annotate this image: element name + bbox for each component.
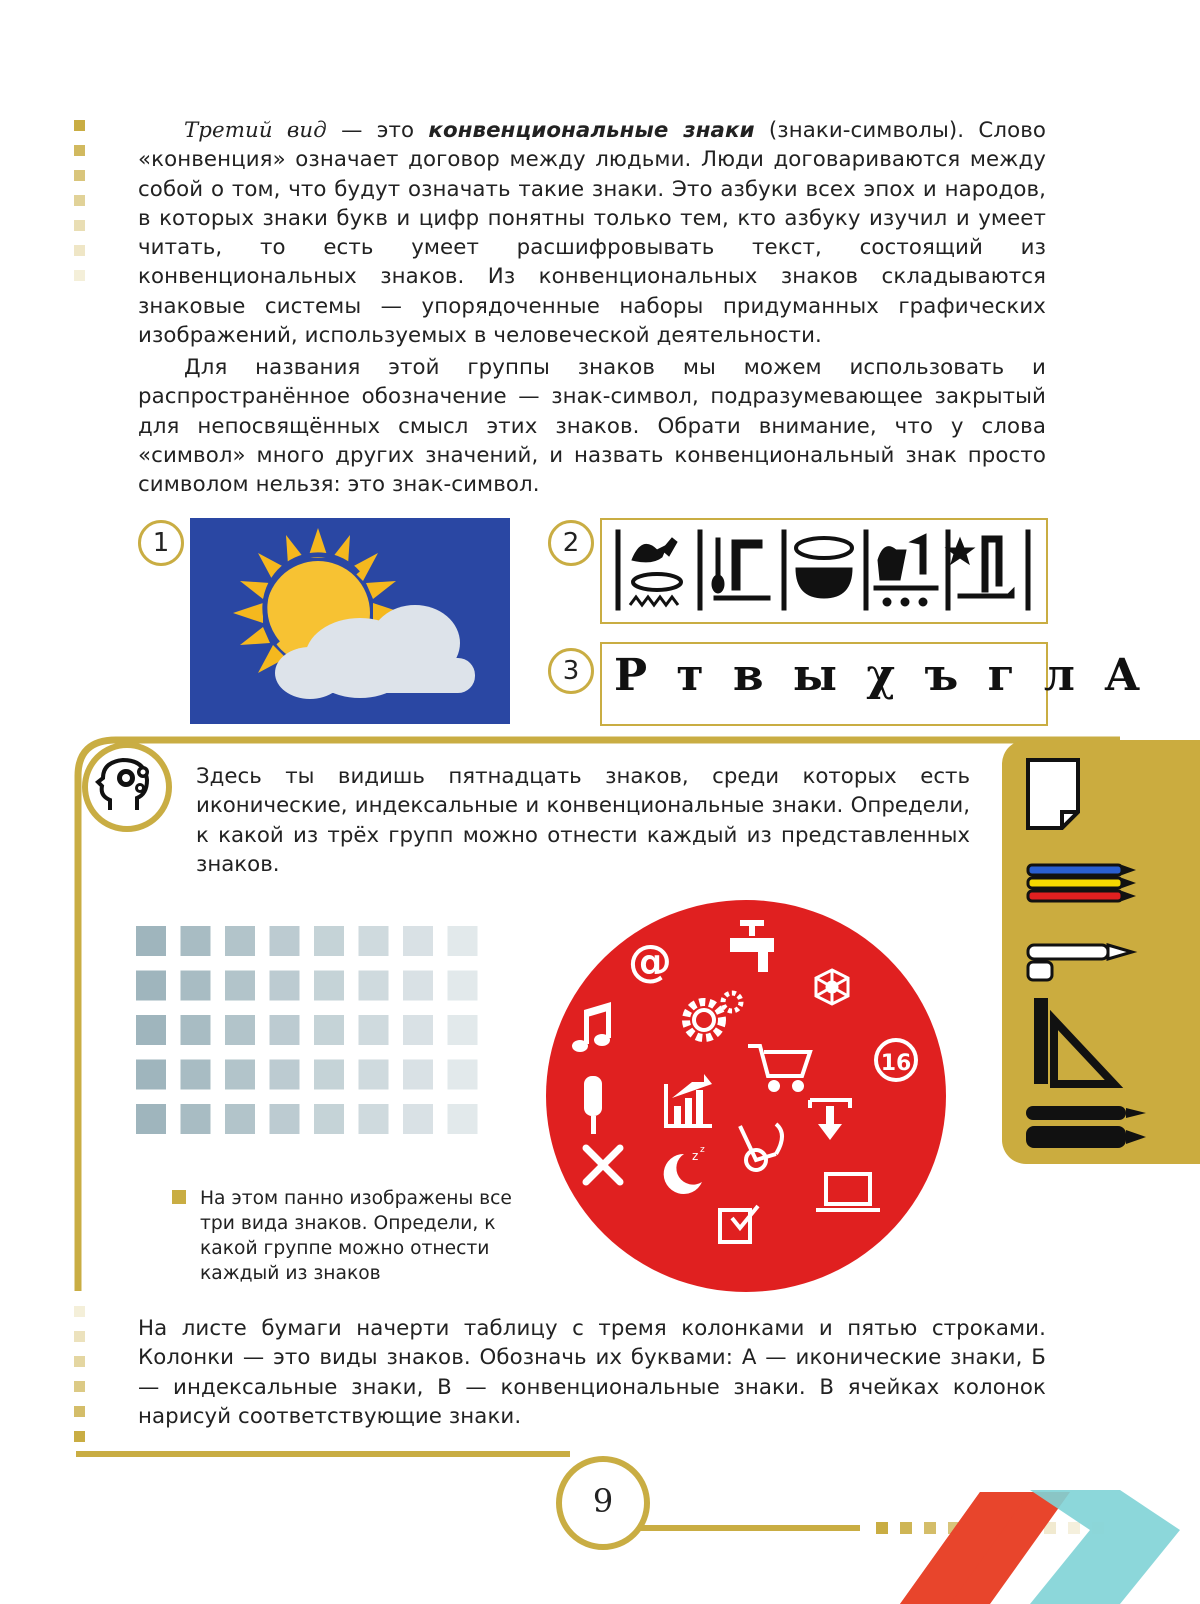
alphabet-letters: Р т в ы χ ъ г л А [614,650,1145,701]
page-number-circle [556,1456,650,1550]
hieroglyphs-icon [602,520,1042,618]
at-icon [628,936,672,987]
panel-square [403,926,433,956]
panel-square [136,1015,166,1045]
panel-square [359,1015,389,1045]
figure-number-2: 2 [548,520,594,566]
panel-caption: На этом панно изображены все три вида знаков. Определи, к какой группе можно отнести каждый из знаков [200,1188,512,1284]
panel-square [359,926,389,956]
panel-square [270,971,300,1001]
panel-square [403,1104,433,1134]
sun-cloud-icon [190,518,510,724]
panel-square [403,1015,433,1045]
head-gears-icon [82,742,172,832]
panel-square [448,926,478,956]
page-number: 9 [592,1482,614,1520]
task-text: Здесь ты видишь пятнадцать знаков, среди которых есть иконические, индексальные и конвенциональные знаки. Определи, к какой из трёх групп можно отнести каждый из представленных знаков. [196,764,970,877]
panel-square [136,1104,166,1134]
hieroglyphs-frame [600,518,1048,624]
intro-p2-text: Для названия этой группы знаков мы можем использовать и распространённое обозначение — знак-символ, подразумевающее закрытый для непосвящённых смысл этих знаков. Обрати внимание, что у слова «символ» много других значений, и назвать конвенциональный знак просто символом нельзя: это знак-символ. [138,355,1046,498]
panel-square [270,1015,300,1045]
panel-square [270,1104,300,1134]
panel-square [270,926,300,956]
tools-panel [1002,740,1200,1164]
panel-square [270,1060,300,1090]
intro-rest: (знаки-символы). Слово «конвенция» означает договор между людьми. Люди договариваются между собой о том, что будут означать такие знаки. Это азбуки всех эпох и народов, в которых знаки букв и цифр понятны только тем, кто азбуку изучил и умеет читать, то есть умеет расшифровывать текст, состоящий из конвенциональных знаков. Из конвенциональных знаков складываются знаковые системы — упорядоченные наборы придуманных графических изображений, используемых в человеческой деятельности. [138,118,1047,349]
panel-square [359,1104,389,1134]
tools-icons [1002,740,1200,1164]
sun-cloud-image [190,518,510,724]
panel-square [225,1015,255,1045]
intro-paragraph-2 [138,353,1046,499]
svg-text:16: 16 [880,1051,912,1076]
panel-square [448,1104,478,1134]
alphabet-frame [600,642,1145,726]
assignment-text: На листе бумаги начерти таблицу с тремя колонками и пятью строками. Колонки — это виды знаков. Обозначь их буквами: А — иконические знаки, Б — индексальные знаки, В — конвенциональные знаки. В ячейках колонок нарисуй соответствующие знаки. [138,1316,1046,1429]
panel-square [359,1060,389,1090]
panel-square [136,1060,166,1090]
panel-square [314,926,344,956]
panel-square [359,971,389,1001]
signs-circle [544,898,948,1294]
svg-text:z: z [692,1149,699,1163]
figure-number-1: 1 [138,520,184,566]
panel-square [314,1015,344,1045]
figure-number-3: 3 [548,648,594,694]
svg-text:@: @ [628,936,672,987]
panel-square [403,1060,433,1090]
panel-square [448,1060,478,1090]
panel-square [181,1060,211,1090]
panel-square [225,971,255,1001]
panel-square [314,1060,344,1090]
panel-square [403,971,433,1001]
caption-marker [172,1190,186,1204]
panel-square [181,1104,211,1134]
panel-square [225,1060,255,1090]
panel-square [181,926,211,956]
intro-bold-term: конвенциональные знаки [428,118,755,143]
panel-square [225,926,255,956]
panel-square [225,1104,255,1134]
panel-square [181,971,211,1001]
svg-text:z: z [700,1145,705,1155]
intro-dash: — это [326,118,429,143]
panel-square [136,926,166,956]
panel-square [136,971,166,1001]
panel-square [314,971,344,1001]
panel-square [448,971,478,1001]
squares-panel [136,926,484,1136]
panel-square [448,1015,478,1045]
panel-square [314,1104,344,1134]
intro-paragraph-1 [138,116,1046,350]
intro-italic: Третий вид [184,118,327,143]
panel-square [181,1015,211,1045]
